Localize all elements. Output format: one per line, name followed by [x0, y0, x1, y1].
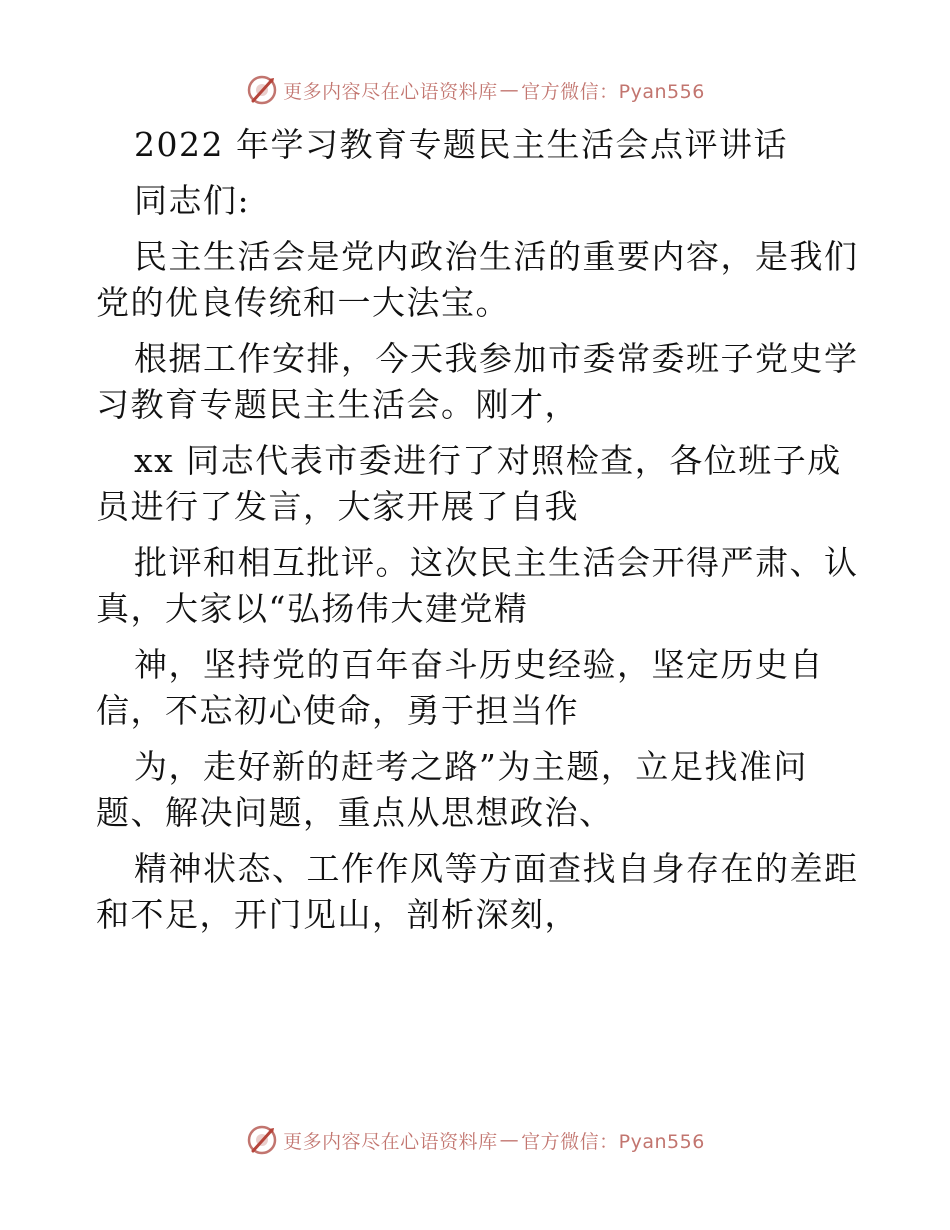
paragraph-line: 真，大家以“弘扬伟大建党精 — [96, 589, 529, 628]
paragraph-line: 员进行了发言，大家开展了自我 — [96, 487, 579, 526]
salutation: 同志们: — [134, 181, 251, 220]
paragraph-line: 习教育专题民主生活会。刚才， — [96, 385, 579, 424]
watermark-separator: — — [499, 79, 520, 101]
document-body — [96, 122, 859, 938]
paragraph-line: 根据工作安排，今天我参加市委常委班子党史学 — [134, 339, 859, 378]
header-watermark — [0, 70, 950, 110]
pen-logo-icon — [245, 73, 279, 107]
watermark-contact: 官方微信：Pyan556 — [521, 1130, 705, 1153]
pen-logo-icon — [245, 1123, 279, 1157]
paragraph-line: 精神状态、工作作风等方面查找自身存在的差距 — [134, 849, 859, 888]
watermark-separator: — — [499, 1129, 520, 1151]
watermark-contact: 官方微信：Pyan556 — [521, 80, 705, 103]
paragraph-line: 信，不忘初心使命，勇于担当作 — [96, 691, 579, 730]
paragraph-line: 民主生活会是党内政治生活的重要内容，是我们 — [134, 237, 859, 276]
paragraph-line: 为，走好新的赶考之路”为主题，立足找准问 — [134, 747, 808, 786]
paragraph-line: 题、解决问题，重点从思想政治、 — [96, 793, 614, 832]
watermark-text: 更多内容尽在心语资料库 — [283, 1130, 498, 1153]
paragraph-line: 批评和相互批评。这次民主生活会开得严肃、认 — [134, 543, 859, 582]
paragraph-line: 党的优良传统和一大法宝。 — [96, 283, 510, 322]
document-title: 2022 年学习教育专题民主生活会点评讲话 — [134, 125, 788, 164]
paragraph-line: xx 同志代表市委进行了对照检查，各位班子成 — [134, 441, 842, 480]
footer-watermark — [0, 1120, 950, 1160]
paragraph-line: 神，坚持党的百年奋斗历史经验，坚定历史自 — [134, 645, 824, 684]
paragraph-line: 和不足，开门见山，剖析深刻， — [96, 895, 579, 934]
watermark-text: 更多内容尽在心语资料库 — [283, 80, 498, 103]
